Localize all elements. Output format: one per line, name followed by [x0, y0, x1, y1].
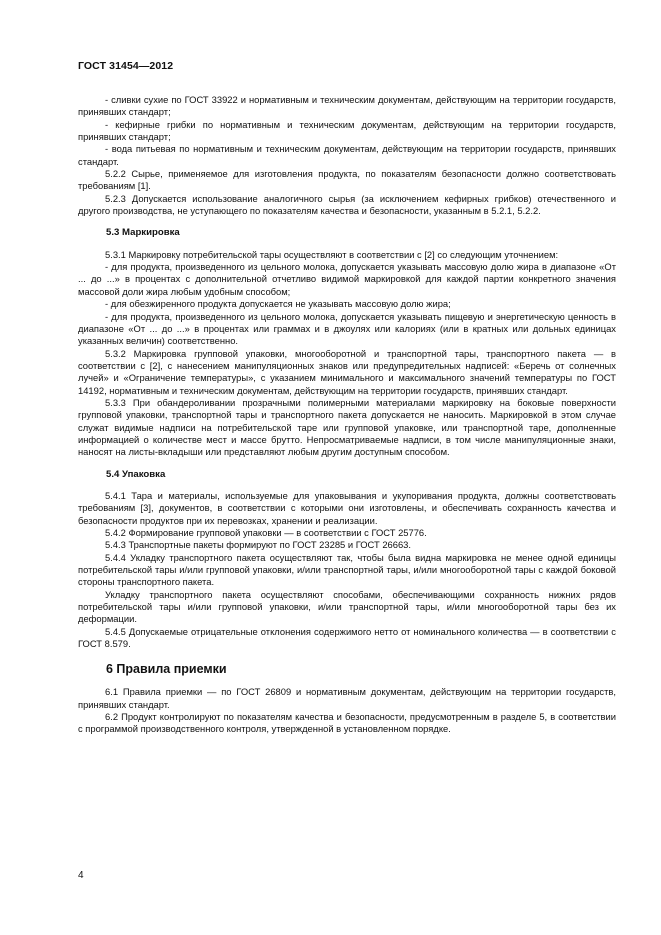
section-heading-5-3: 5.3 Маркировка	[106, 227, 180, 239]
paragraph: 5.2.3 Допускается использование аналогичного сырья (за исключением кефирных грибков) отечественного и другого производства, не уступающего по показателям качества и безопасности, указанным в 5.2.1, 5.2.2.	[78, 192, 616, 217]
paragraph: 5.2.2 Сырье, применяемое для изготовления продукта, по показателям безопасности должно соответствовать требованиям [1].	[78, 168, 616, 192]
paragraph: - кефирные грибки по нормативным и техническим документам, действующим на территории государств, принявших стандарт;	[78, 118, 616, 143]
paragraph: 5.4.2 Формирование групповой упаковки — в соответствии с ГОСТ 25776.	[105, 527, 427, 538]
section-heading-6: 6 Правила приемки	[106, 662, 227, 677]
paragraph: - вода питьевая по нормативным и техническим документам, действующим на территории государств, принявших стандарт.	[78, 143, 616, 167]
paragraph: 5.3.3 При обандероливании прозрачными полимерными материалами маркировку на боковые поверхности групповой упаковки, транспортной тары и транспортного пакета допускается не наносить. Маркировкой в этом случае служат видимые надписи на потребительской таре или групповой упаковке, или транспортной таре, дополненные информацией о количестве мест и массе брутто. Непросматриваемые надписи, в том числе манипуляционные знаки, наносят на листы-вкладыши или представляют любым другим доступным способом.	[78, 396, 616, 458]
paragraph: 5.3.1 Маркировку потребительской тары осуществляют в соответствии с [2] со следующим уточнением:	[105, 248, 559, 260]
paragraph: - для обезжиренного продукта допускается не указывать массовую долю жира;	[105, 298, 451, 310]
document-body	[78, 94, 616, 736]
paragraph: - сливки сухие по ГОСТ 33922 и нормативным и техническим документам, действующим на территории государств, принявших стандарт;	[78, 94, 616, 118]
paragraph: 6.2 Продукт контролируют по показателям качества и безопасности, предусмотренным в разделе 5, в соответствии с программой производственного контроля, утвержденной в установленном порядке.	[78, 711, 616, 735]
paragraph: Укладку транспортного пакета осуществляют способами, обеспечивающими сохранность нижних рядов потребительской тары и/или групповой упаковки, и/или транспортной тары, и/или многооборотной тары без их деформации.	[78, 588, 616, 625]
paragraph: - для продукта, произведенного из цельного молока, допускается указывать массовую долю жира в диапазоне «От ... до ...» в процентах с дополнительной отчетливо видимой маркировкой для каждой партии конкретного значения массовой доли жира любым удобным способом;	[78, 261, 616, 297]
paragraph: 6.1 Правила приемки — по ГОСТ 26809 и нормативным документам, действующим на территории государств, принявших стандарт.	[78, 686, 616, 710]
paragraph: 5.3.2 Маркировка групповой упаковки, многооборотной и транспортной тары, транспортного пакета — в соответствии с [2], с нанесением манипуляционных знаков или предупредительных надписей: «Беречь от солнечных лучей» и «Ограничение температуры», с указанием минимального и максимального значений температуры по ГОСТ 14192, нормативным и техническим документам, действующим на территории государств, принявших стандарт.	[78, 347, 616, 396]
paragraph: 5.4.1 Тара и материалы, используемые для упаковывания и укупоривания продукта, должны соответствовать требованиям [3], документов, в соответствии с которыми они изготовлены, и обеспечивать сохранность качества и безопасности продуктов при их перевозках, хранении и реализации.	[78, 489, 616, 526]
document-header: ГОСТ 31454—2012	[78, 60, 174, 72]
section-heading-5-4: 5.4 Упаковка	[106, 468, 166, 480]
paragraph: 5.4.4 Укладку транспортного пакета осуществляют так, чтобы была видна маркировка не менее одной единицы потребительской тары и/или групповой упаковки, и/или транспортной тары, и/или многооборотной тары с каждой боковой стороны транспортного пакета.	[78, 551, 616, 588]
paragraph: 5.4.5 Допускаемые отрицательные отклонения содержимого нетто от номинального количества — в соответствии с ГОСТ 8.579.	[78, 625, 616, 650]
paragraph: 5.4.3 Транспортные пакеты формируют по ГОСТ 23285 и ГОСТ 26663.	[105, 539, 412, 551]
page-number: 4	[78, 870, 84, 881]
paragraph: - для продукта, произведенного из цельного молока, допускается указывать пищевую и энергетическую ценность в диапазоне «От ... до ...» в процентах или граммах и в джоулях или калориях (или в кратных или дольных единицах указанных величин) соответственно.	[78, 310, 616, 347]
